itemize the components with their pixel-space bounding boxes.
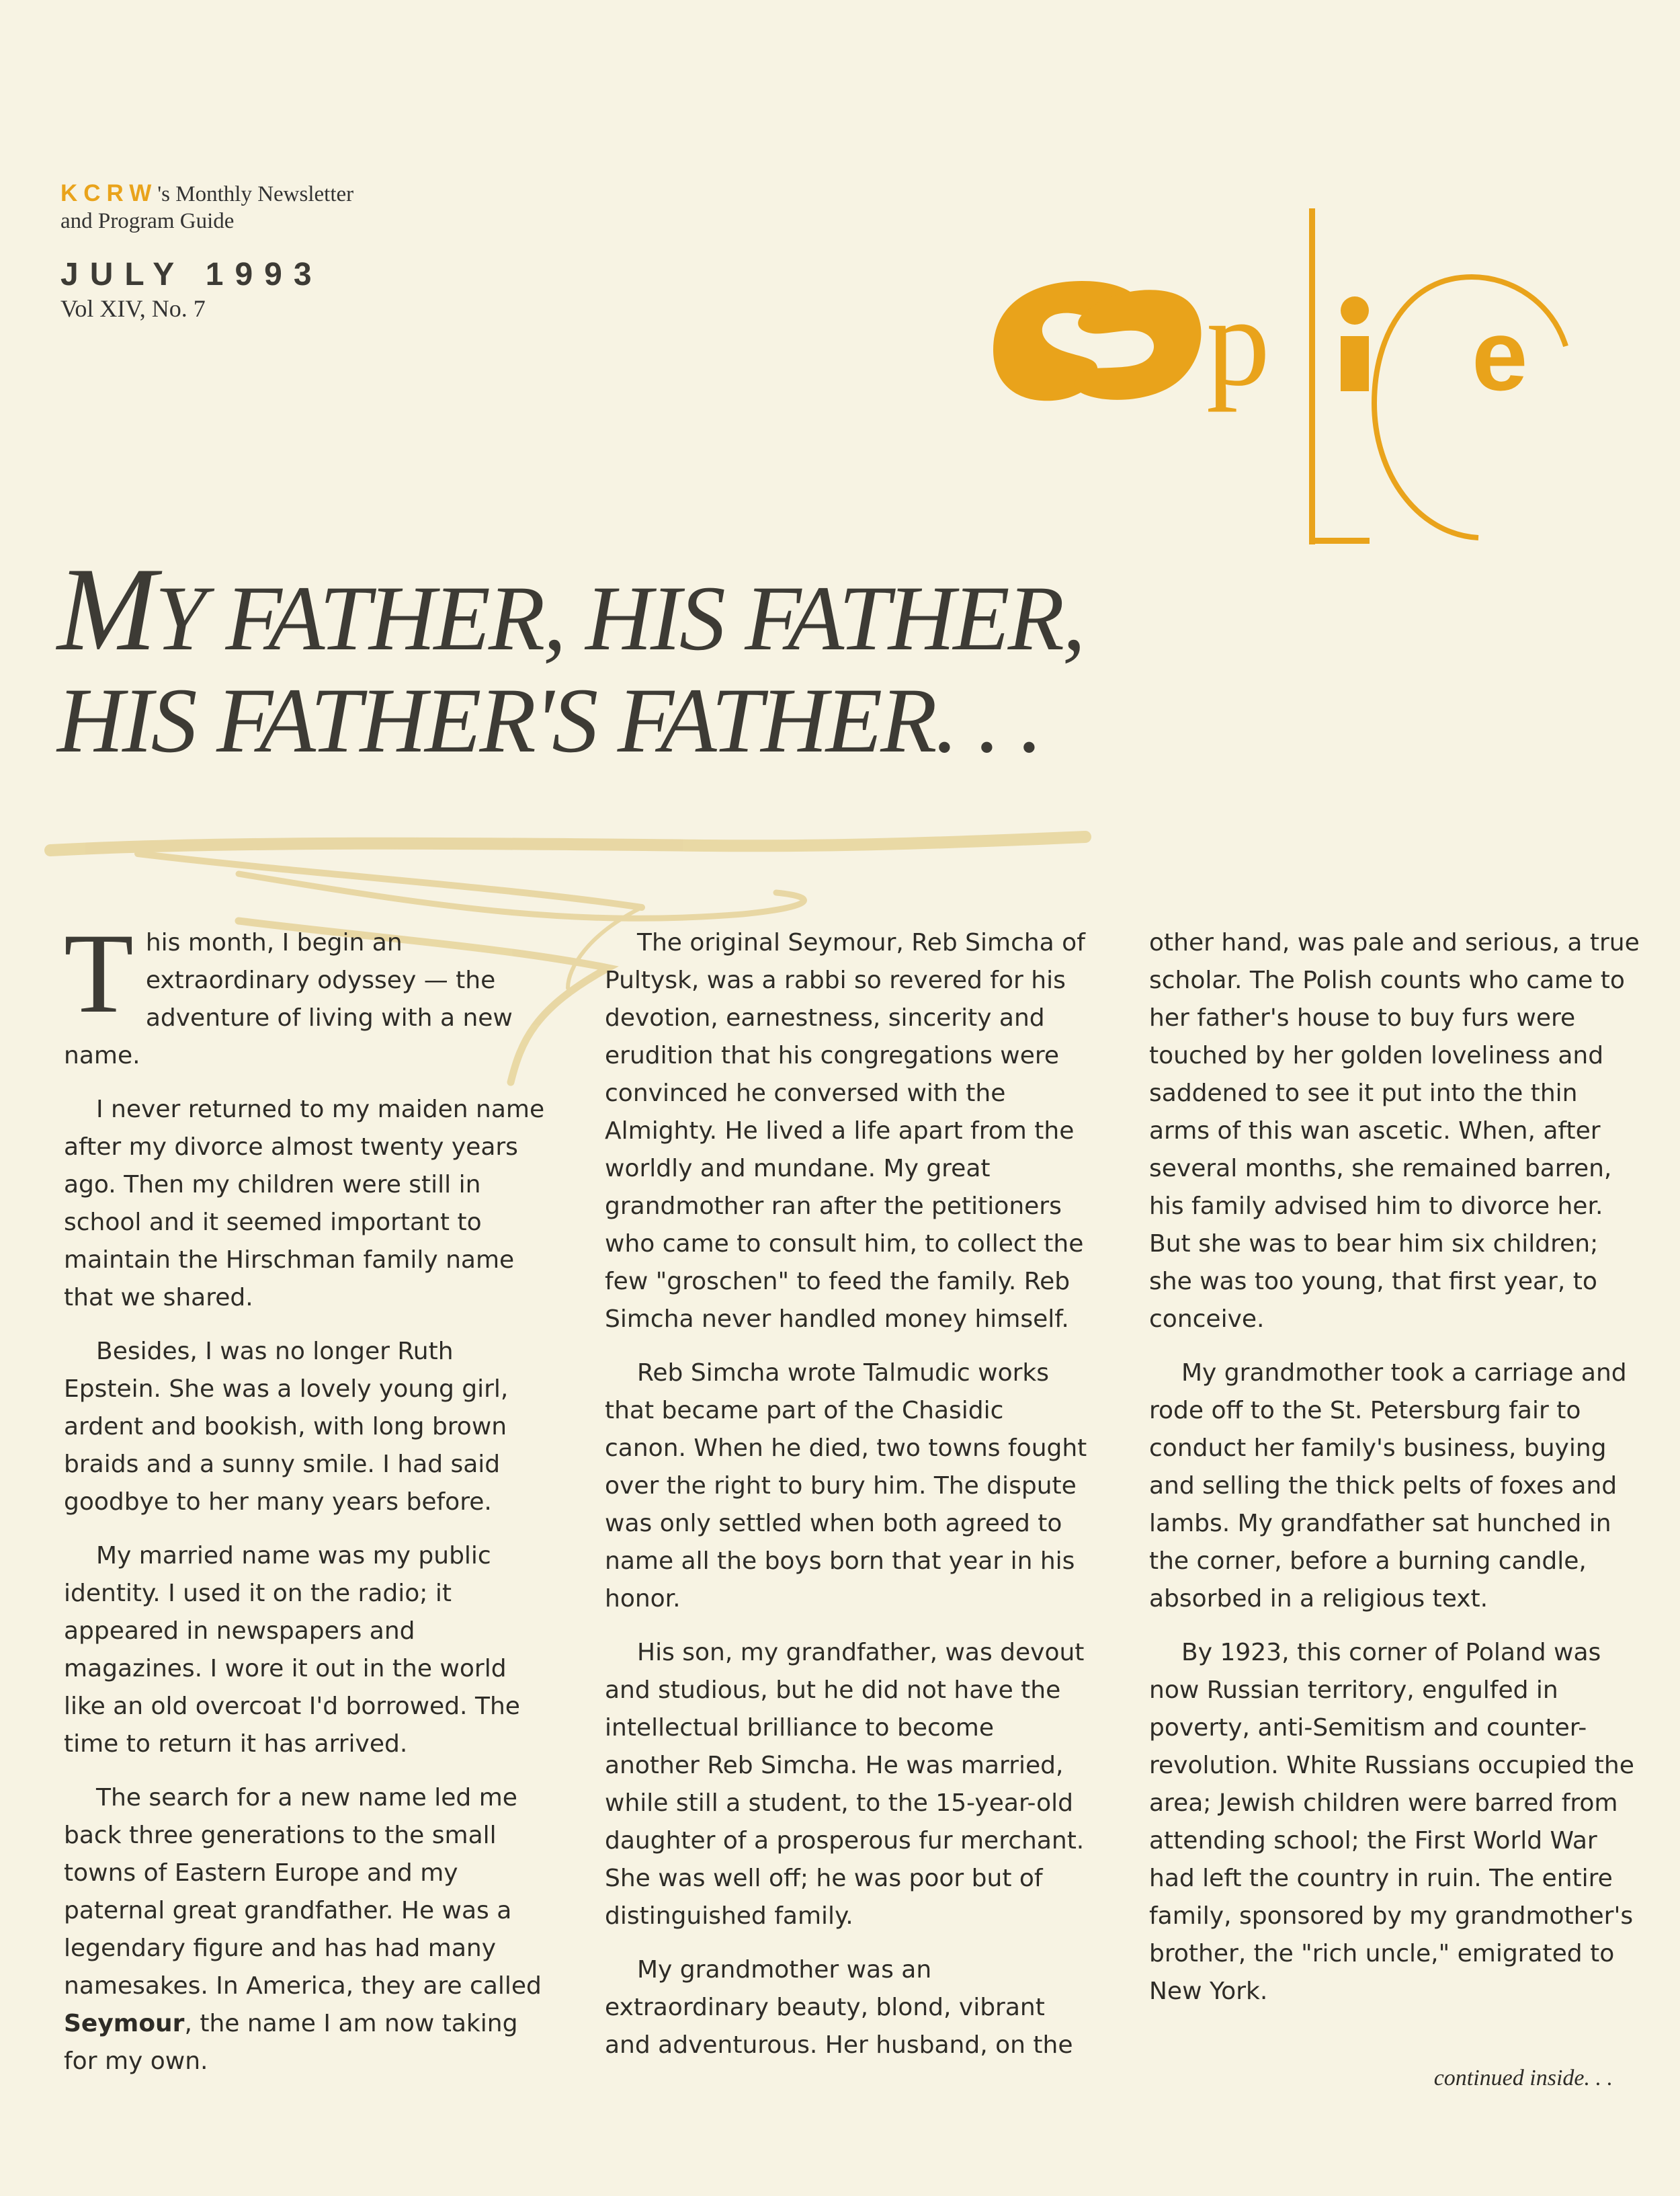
paragraph-12: By 1923, this corner of Poland was now Russian territory, engulfed in poverty, anti-Semitism and counter-revolution. White Russians occupied the area; Jewish children were barred from attending school; the First World War had left the country in ruin. The entire family, sponsored by my grandmother's brother, the "rich uncle," emigrated to New York. [1149, 1639, 1634, 2005]
paragraph-3: Besides, I was no longer Ruth Epstein. She was a lovely young girl, ardent and bookish, with long brown braids and a sunny smile. I had said goodbye to her many years before. [64, 1338, 509, 1516]
paragraph-9: My grandmother was an extraordinary beauty, blond, vibrant and adventurous. Her husband, on the [605, 1956, 1073, 2059]
svg-text:p: p [1206, 272, 1270, 413]
masthead [60, 180, 464, 323]
issue-volume: Vol XIV, No. 7 [60, 295, 206, 322]
paragraph-8: His son, my grandfather, was devout and studious, but he did not have the intellectual brilliance to become another Reb Simcha. He was married, while still a student, to the 15-year-old daughter of a prosperous fur merchant. She was well off; he was poor but of distinguished family. [605, 1639, 1085, 1930]
issue-date: JULY 1993 [60, 257, 323, 292]
paragraph-7: Reb Simcha wrote Talmudic works that became part of the Chasidic canon. When he died, two towns fought over the right to bury him. The dispute was only settled when both agreed to name all the boys born that year in his honor. [605, 1359, 1087, 1613]
paragraph-5-text-b: , the name I am now taking for my own. [64, 2010, 518, 2075]
station-name: KCRW [60, 180, 158, 206]
paragraph-4: My married name was my public identity. I used it on the radio; it appeared in newspapers and magazines. I wore it out in the world like an old overcoat I'd borrowed. The time to return it has arrived. [64, 1542, 520, 1758]
article-column-3 [1149, 924, 1640, 2027]
paragraph-10: other hand, was pale and serious, a true scholar. The Polish counts who came to her father's house to buy furs were touched by her golden loveliness and saddened to see it put into the thin arms of this wan ascetic. When, after several months, she remained barren, his family advised him to divorce her. But she was to bear him six children; she was too young, that first year, to conceive. [1149, 929, 1640, 1333]
tagline-part1: 's Monthly Newsletter [157, 182, 354, 206]
paragraph-11: My grandmother took a carriage and rode off to the St. Petersburg fair to conduct her family's business, buying and selling the thick pelts of foxes and lambs. My grandfather sat hunched in the corner, before a burning candle, absorbed in a religious text. [1149, 1359, 1627, 1613]
headline-line2: HIS FATHER'S FATHER. . . [57, 669, 1041, 772]
article-headline [57, 542, 1132, 772]
paragraph-1-text: his month, I begin an extraordinary odyssey — the adventure of living with a new name. [64, 929, 513, 1069]
headline-initial: M [57, 542, 155, 676]
name-seymour: Seymour [64, 2010, 185, 2037]
paragraph-5-text-a: The search for a new name led me back three generations to the small towns of Eastern Europe and my paternal great grandfather. He was a legendary figure and has had many namesakes. In America, they are called [64, 1784, 542, 2000]
splice-logo [988, 202, 1633, 618]
paragraph-1 [64, 910, 548, 1075]
paragraph-2: I never returned to my maiden name after my divorce almost twenty years ago. Then my children were still in school and it seemed important to maintain the Hirschman family name that we shared. [64, 1096, 545, 1311]
headline-line1-rest: Y FATHER, HIS FATHER, [155, 567, 1084, 669]
continued-inside-note: continued inside. . . [1433, 2066, 1613, 2090]
paragraph-5 [64, 1779, 548, 2080]
paragraph-6: The original Seymour, Reb Simcha of Pultysk, was a rabbi so revered for his devotion, earnestness, sincerity and erudition that his congregations were convinced he conversed with the Almighty. He lived a life apart from the worldly and mundane. My great grandmother ran after the petitioners who came to consult him, to collect the few "groschen" to feed the family. Reb Simcha never handled money himself. [605, 929, 1085, 1333]
svg-text:e: e [1472, 298, 1528, 411]
masthead-tagline [60, 180, 464, 208]
headline-line1 [57, 542, 1132, 676]
article-column-2 [605, 924, 1089, 2080]
article-column-1 [64, 910, 548, 2097]
tagline-part2: and Program Guide [60, 209, 235, 233]
drop-cap: T [64, 910, 134, 1036]
